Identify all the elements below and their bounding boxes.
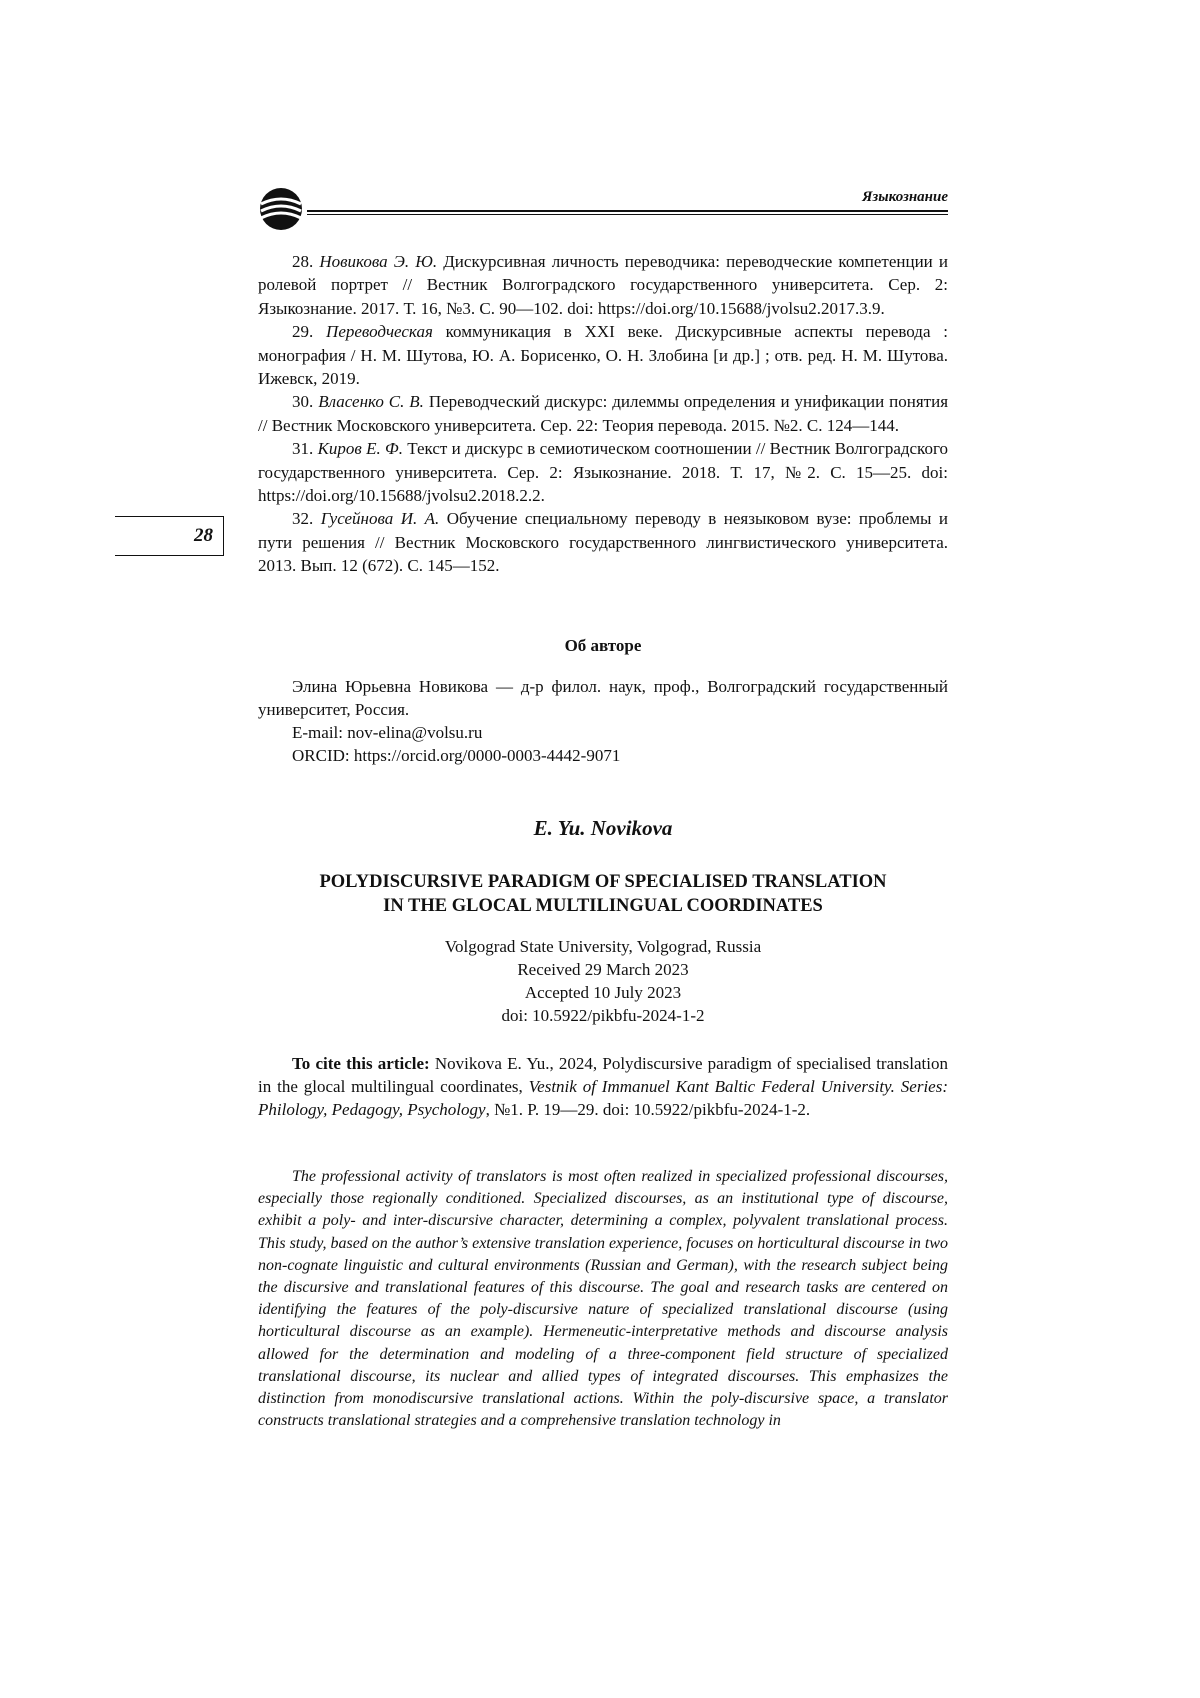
title-line: IN THE GLOCAL MULTILINGUAL COORDINATES <box>383 896 823 916</box>
reference-item: 32. Гусейнова И. А. Обучение специальному переводу в неязыковом вузе: проблемы и пути решения // Вестник Московского государственного лингвистического университета. 2013. Вып. 12 (672). С. 145—152. <box>258 509 949 576</box>
abstract <box>258 1166 948 1432</box>
header-rule <box>307 210 948 212</box>
author-email: E-mail: nov-elina@volsu.ru <box>292 723 483 742</box>
article-meta <box>258 935 948 1027</box>
about-author <box>258 675 948 767</box>
title-line: POLYDISCURSIVE PARADIGM OF SPECIALISED TRANSLATION <box>319 872 887 892</box>
author-name-en: E. Yu. Novikova <box>533 816 673 840</box>
citation: To cite this article: Novikova E. Yu., 2024, Polydiscursive paradigm of specialised translation in the glocal multilingual coordinates, Vestnik of Immanuel Kant Baltic Federal University. Series: Philology, Pedagogy, Psychology, №1. P. 19—29. doi: 10.5922/pikbfu-2024-1-2. <box>258 1054 948 1119</box>
author-bio: Элина Юрьевна Новикова — д-р филол. наук, проф., Волгоградский государственный университет, Россия. <box>258 677 948 719</box>
reference-item: 28. Новикова Э. Ю. Дискурсивная личность переводчика: переводческие компетенции и ролевой портрет // Вестник Волгоградского государственного университета. Сер. 2: Языкознание. 2017. Т. 16, №3. С. 90—102. doi: https://doi.org/10.15688/jvolsu2.2017.3.9. <box>258 252 949 318</box>
page-number-box <box>115 516 224 556</box>
reference-item: 29. Переводческая коммуникация в XXI веке. Дискурсивные аспекты перевода : монография / Н. М. Шутова, Ю. А. Борисенко, О. Н. Злобина [и др.] ; отв. ред. Н. М. Шутова. Ижевск, 2019. <box>258 322 948 389</box>
received-date: Received 29 March 2023 <box>517 960 689 979</box>
references-list <box>258 250 948 578</box>
about-author-heading: Об авторе <box>564 636 642 655</box>
accepted-date: Accepted 10 July 2023 <box>524 983 682 1002</box>
page-number: 28 <box>194 525 213 546</box>
header-rule <box>307 214 948 215</box>
abstract-text: The professional activity of translators is most often realized in specialized professional discourses, especially those regionally conditioned. Specialized discourses, as an institutional type of discourse, exhibit a poly- and inter-discursive character, determining a complex, polyvalent translational process. This study, based on the author’s extensive translation experience, focuses on horticultural discourse in two non-cognate linguistic and cultural environments (Russian and German), with the research subject being the discursive and translational features of this discourse. The goal and research tasks are centered on identifying the features of the poly-discursive nature of specialized translational discourse (using horticultural discourse as an example). Hermeneutic-interpretative methods and discourse analysis allowed for the determination and modeling of a three-component field structure of specialized translational discourse, its nuclear and allied types of integrated discourses. This emphasizes the distinction from monodiscursive translational actions. Within the poly-discursive space, a translator constructs translational strategies and a comprehensive translation technology in <box>258 1168 949 1430</box>
article-title-en <box>258 870 948 918</box>
journal-logo-icon <box>258 186 304 232</box>
affiliation: Volgograd State University, Volgograd, Russia <box>444 937 762 956</box>
reference-item: 30. Власенко С. В. Переводческий дискурс: дилеммы определения и унификации понятия // Вестник Московского университета. Сер. 22: Теория перевода. 2015. №2. С. 124—144. <box>258 392 949 435</box>
section-label: Языкознание <box>862 189 948 205</box>
journal-name: Vestnik of Immanuel Kant Baltic Federal University. Series: Philology, Pedagogy, Psychology <box>258 1077 948 1119</box>
doi: doi: 10.5922/pikbfu-2024-1-2 <box>501 1006 705 1025</box>
author-orcid: ORCID: https://orcid.org/0000-0003-4442-9071 <box>292 746 621 765</box>
reference-item: 31. Киров Е. Ф. Текст и дискурс в семиотическом соотношении // Вестник Волгоградского государственного университета. Сер. 2: Языкознание. 2018. Т. 17, №2. С. 15—25. doi: https://doi.org/10.15688/jvolsu2.2018.2.2. <box>258 439 949 506</box>
cite-label: To cite this article: <box>292 1054 430 1073</box>
